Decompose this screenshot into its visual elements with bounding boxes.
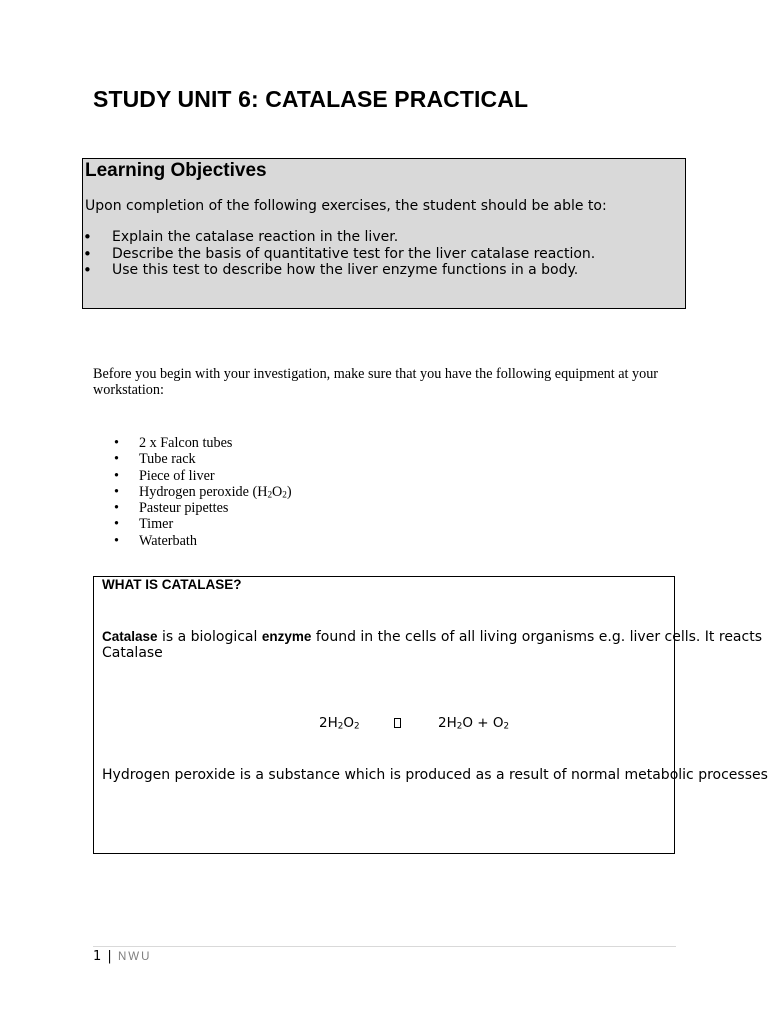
objectives-heading: Learning Objectives	[85, 160, 267, 181]
objectives-list	[83, 229, 595, 279]
equipment-item: • Tube rack	[113, 451, 292, 467]
catalase-content	[94, 577, 768, 853]
catalase-definition: Catalase is a biological enzyme found in the cells of all living organisms e.g. liver cells. It reacts	[102, 629, 762, 645]
equipment-list	[113, 435, 292, 549]
equipment-item: • Piece of liver	[113, 468, 292, 484]
missing-glyph-icon	[394, 715, 401, 731]
equipment-item: • 2 x Falcon tubes	[113, 435, 292, 451]
catalase-heading: WHAT IS CATALASE?	[102, 577, 242, 592]
equation-reactant: $2H_2O_2$	[319, 715, 360, 732]
objective-item: • Use this test to describe how the liver enzyme functions in a body.	[83, 262, 595, 279]
equipment-item: • Timer	[113, 516, 292, 532]
catalase-continuation: Catalase	[102, 645, 163, 661]
equipment-intro: Before you begin with your investigation, make sure that you have the following equipment at your workstation:	[93, 366, 659, 398]
objectives-intro: Upon completion of the following exercises, the student should be able to:	[85, 198, 607, 214]
hydrogen-peroxide-text: Hydrogen peroxide is a substance which is produced as a result of normal metabolic processes	[102, 767, 768, 783]
objective-item: • Describe the basis of quantitative test for the liver catalase reaction.	[83, 246, 595, 263]
equation-products: $2H_2O + O_2$	[438, 715, 510, 732]
objective-item: • Explain the catalase reaction in the liver.	[83, 229, 595, 246]
footer-separator: |	[107, 949, 112, 964]
page-footer	[93, 949, 151, 964]
equipment-item-hydrogen-peroxide: • Hydrogen peroxide $(H_2O_2)$	[113, 484, 292, 500]
equipment-item: • Pasteur pipettes	[113, 500, 292, 516]
equipment-item: • Waterbath	[113, 533, 292, 549]
page-title: STUDY UNIT 6: CATALASE PRACTICAL	[93, 86, 529, 112]
footer-divider	[93, 946, 676, 947]
page-number: 1	[93, 949, 102, 964]
footer-org: NWU	[117, 951, 152, 963]
